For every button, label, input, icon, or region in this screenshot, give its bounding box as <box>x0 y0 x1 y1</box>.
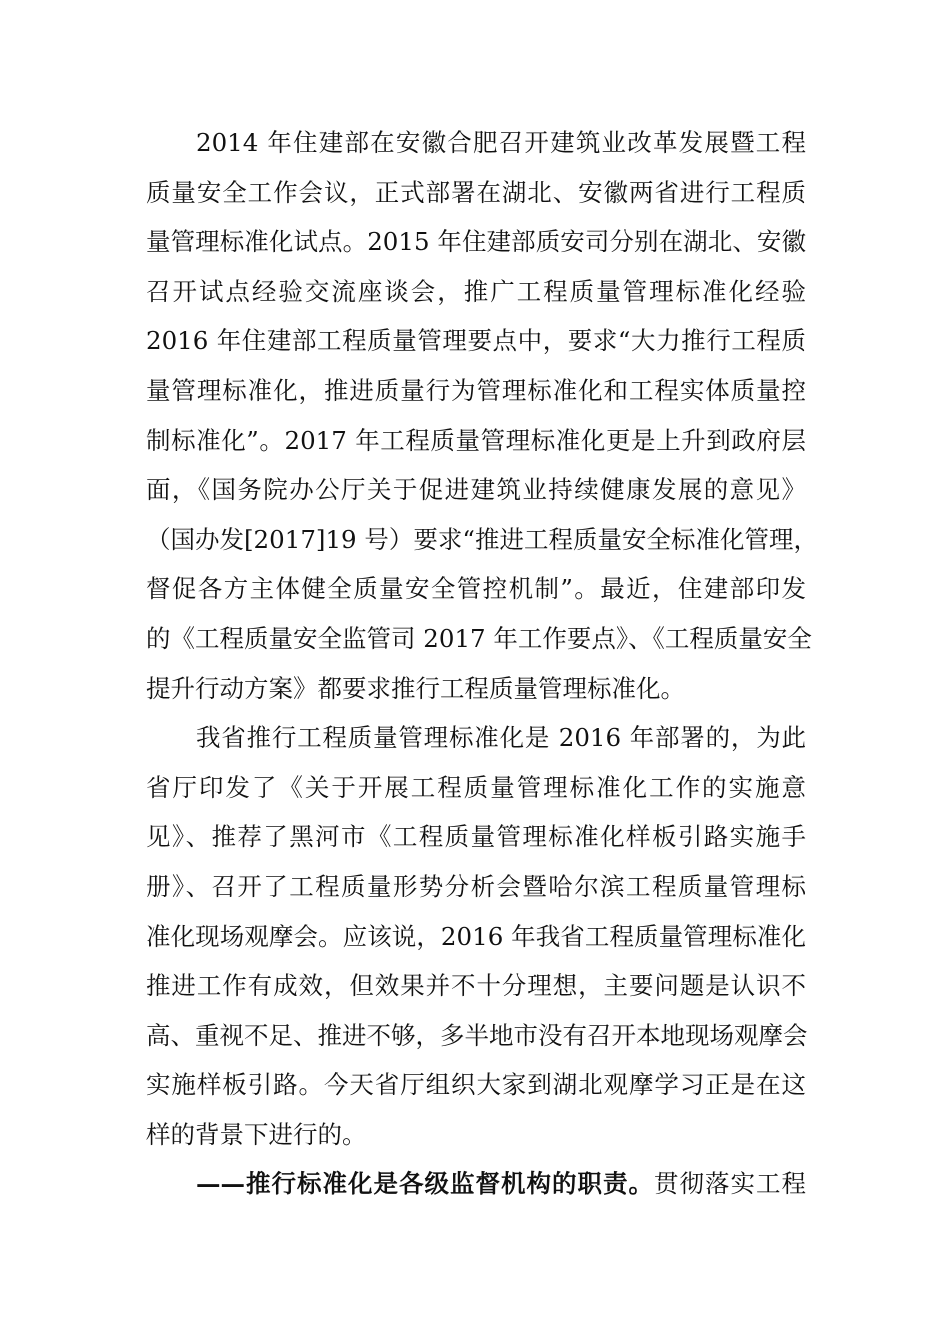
paragraph-2-line-6: 推进工作有成效，但效果并不十分理想，主要问题是认识不 <box>146 971 806 1001</box>
paragraph-1-line-6: 量管理标准化，推进质量行为管理标准化和工程实体质量控 <box>146 375 806 405</box>
paragraph-1-line-1: 2014 年住建部在安徽合肥召开建筑业改革发展暨工程 <box>196 128 806 157</box>
paragraph-2-line-1: 我省推行工程质量管理标准化是 2016 年部署的，为此 <box>196 723 806 753</box>
paragraph-2-line-4: 册》、召开了工程质量形势分析会暨哈尔滨工程质量管理标 <box>146 871 806 901</box>
paragraph-1-line-9: （国办发[2017]19 号）要求“推进工程质量安全标准化管理， <box>146 524 818 554</box>
paragraph-2-line-9: 样的背景下进行的。 <box>146 1119 367 1149</box>
paragraph-1 <box>146 118 818 713</box>
paragraph-3-bold-heading: ——推行标准化是各级监督机构的职责。 <box>196 1169 654 1199</box>
paragraph-2-line-5: 准化现场观摩会。应该说，2016 年我省工程质量管理标准化 <box>146 921 806 951</box>
paragraph-2-line-2: 省厅印发了《关于开展工程质量管理标准化工作的实施意 <box>146 772 806 802</box>
paragraph-3-line-1 <box>146 1159 806 1209</box>
paragraph-3 <box>146 1159 806 1209</box>
paragraph-1-line-12: 提升行动方案》都要求推行工程质量管理标准化。 <box>146 673 685 703</box>
paragraph-1-line-2: 质量安全工作会议，正式部署在湖北、安徽两省进行工程质 <box>146 177 806 207</box>
paragraph-2-line-7: 高、重视不足、推进不够，多半地市没有召开本地现场观摩会 <box>146 1020 808 1050</box>
paragraph-2 <box>146 713 806 1159</box>
paragraph-1-line-7: 制标准化”。2017 年工程质量管理标准化更是上升到政府层 <box>146 425 806 455</box>
paragraph-3-continuation: 贯彻落实工程 <box>654 1169 806 1199</box>
paragraph-1-line-5: 2016 年住建部工程质量管理要点中，要求“大力推行工程质 <box>146 326 806 356</box>
paragraph-1-line-11: 的《工程质量安全监管司 2017 年工作要点》、《工程质量安全 <box>146 623 812 653</box>
paragraph-1-line-8: 面，《国务院办公厅关于促进建筑业持续健康发展的意见》 <box>146 475 806 505</box>
paragraph-1-line-3: 量管理标准化试点。2015 年住建部质安司分别在湖北、安徽 <box>146 227 806 257</box>
paragraph-2-line-8: 实施样板引路。今天省厅组织大家到湖北观摩学习正是在这 <box>146 1070 806 1100</box>
document-body <box>146 118 818 1209</box>
paragraph-2-line-3: 见》、推荐了黑河市《工程质量管理标准化样板引路实施手 <box>146 822 806 852</box>
paragraph-1-line-10: 督促各方主体健全质量安全管控机制”。最近，住建部印发 <box>146 574 806 604</box>
paragraph-1-line-4: 召开试点经验交流座谈会，推广工程质量管理标准化经验 <box>146 276 806 306</box>
